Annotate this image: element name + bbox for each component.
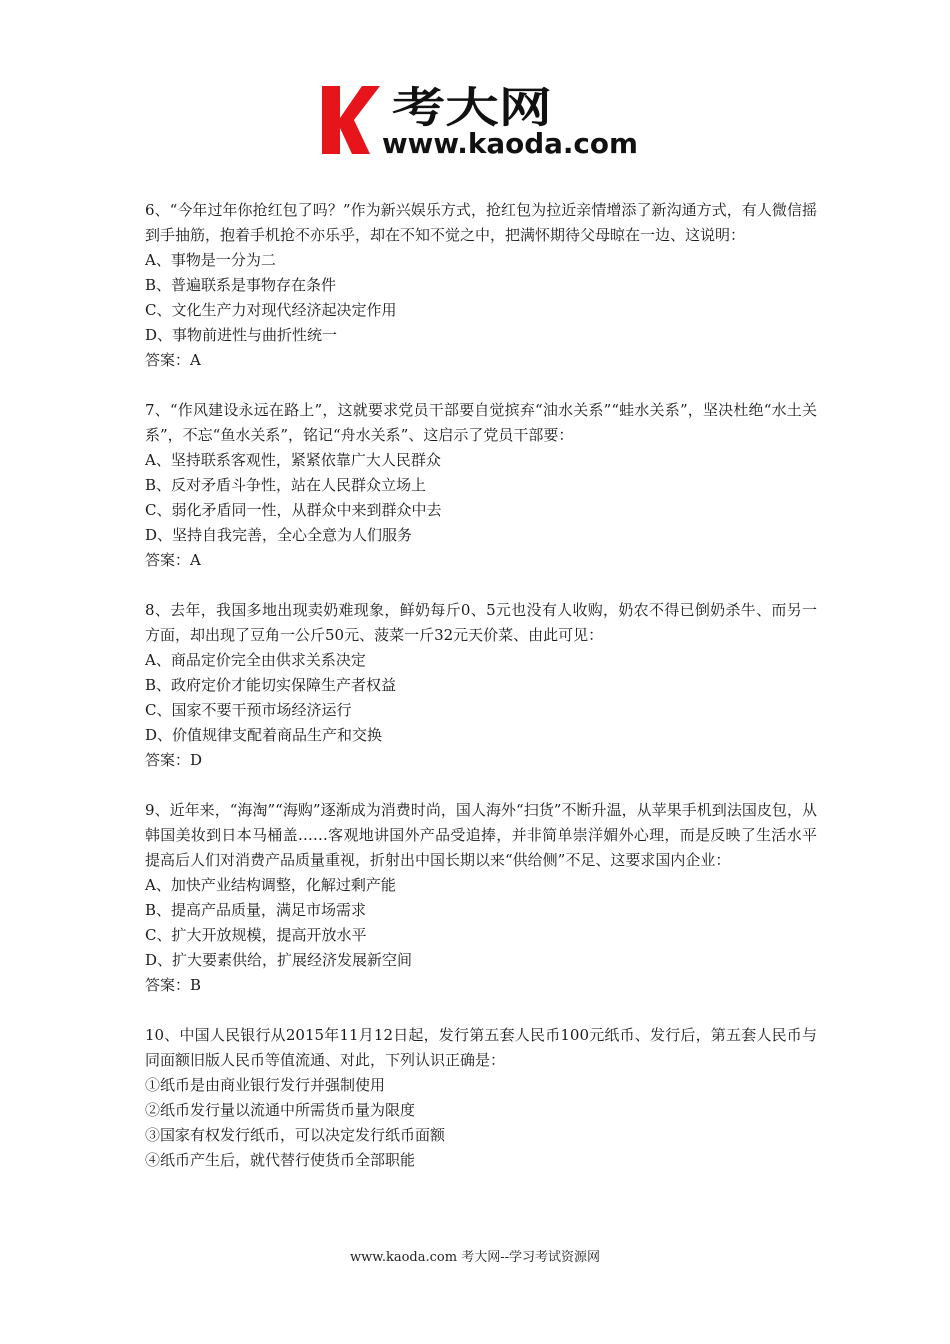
question-answer: 答案：B — [145, 976, 202, 994]
question-option: A、事物是一分为二 — [145, 251, 276, 269]
question-stem: 7、“作风建设永远在路上”，这就要求党员干部要自觉摈弃“油水关系”“蛙水关系”，坚决杜绝“水土关系”，不忘“鱼水关系”，铭记“舟水关系”、这启示了党员干部要： — [145, 401, 817, 444]
question-stem: 6、“今年过年你抢红包了吗？”作为新兴娱乐方式，抢红包为拉近亲情增添了新沟通方式，有人微信摇到手抽筋，抱着手机抢不亦乐乎，却在不知不觉之中，把满怀期待父母晾在一边、这说明： — [145, 201, 817, 244]
question-block — [145, 1023, 817, 1173]
question-option: A、加快产业结构调整，化解过剩产能 — [145, 876, 396, 894]
question-option: C、扩大开放规模，提高开放水平 — [145, 926, 367, 944]
question-block — [145, 398, 817, 573]
kaoda-logo — [318, 80, 643, 160]
question-option: A、商品定价完全由供求关系决定 — [145, 651, 366, 669]
question-option: ④纸币产生后，就代替行使货币全部职能 — [145, 1151, 416, 1169]
question-option: B、普遍联系是事物存在条件 — [145, 276, 337, 294]
question-option: ①纸币是由商业银行发行并强制使用 — [145, 1076, 386, 1094]
question-option: C、国家不要干预市场经济运行 — [145, 701, 352, 719]
question-stem: 9、近年来，“海淘”“海购”逐渐成为消费时尚，国人海外“扫货”不断升温，从苹果手机到法国皮包，从韩国美妆到日本马桶盖……客观地讲国外产品受追捧，并非简单崇洋媚外心理，而是反映了生活水平提高后人们对消费产品质量重视，折射出中国长期以来“供给侧”不足、这要求国内企业： — [145, 801, 817, 869]
question-stem: 8、去年，我国多地出现卖奶难现象，鲜奶每斤0、5元也没有人收购，奶农不得已倒奶杀牛、而另一方面，却出现了豆角一公斤50元、菠菜一斤32元天价菜、由此可见： — [145, 601, 817, 644]
question-option: D、事物前进性与曲折性统一 — [145, 326, 338, 344]
question-answer: 答案：D — [145, 751, 203, 769]
question-block — [145, 598, 817, 773]
question-stem: 10、中国人民银行从2015年11月12日起，发行第五套人民币100元纸币、发行后，第五套人民币与同面额旧版人民币等值流通、对此，下列认识正确是： — [145, 1026, 817, 1069]
question-option: D、坚持自我完善，全心全意为人们服务 — [145, 526, 413, 544]
question-option: B、反对矛盾斗争性，站在人民群众立场上 — [145, 476, 427, 494]
question-option: D、价值规律支配着商品生产和交换 — [145, 726, 383, 744]
question-answer: 答案：A — [145, 551, 201, 569]
logo-url-text: www.kaoda.com — [382, 127, 638, 160]
page-footer: www.kaoda.com 考大网--学习考试资源网 — [350, 1250, 600, 1265]
question-list — [145, 198, 817, 1198]
question-option: A、坚持联系客观性，紧紧依靠广大人民群众 — [145, 451, 441, 469]
question-option: ③国家有权发行纸币，可以决定发行纸币面额 — [145, 1126, 446, 1144]
question-option: D、扩大要素供给，扩展经济发展新空间 — [145, 951, 413, 969]
question-block — [145, 198, 817, 373]
question-option: C、文化生产力对现代经济起决定作用 — [145, 301, 397, 319]
question-option: ②纸币发行量以流通中所需货币量为限度 — [145, 1101, 416, 1119]
question-option: B、政府定价才能切实保障生产者权益 — [145, 676, 397, 694]
question-answer: 答案：A — [145, 351, 201, 369]
question-option: C、弱化矛盾同一性，从群众中来到群众中去 — [145, 501, 442, 519]
question-option: B、提高产品质量，满足市场需求 — [145, 901, 367, 919]
logo-chinese-text: 考大网 — [392, 83, 552, 132]
question-block — [145, 798, 817, 998]
